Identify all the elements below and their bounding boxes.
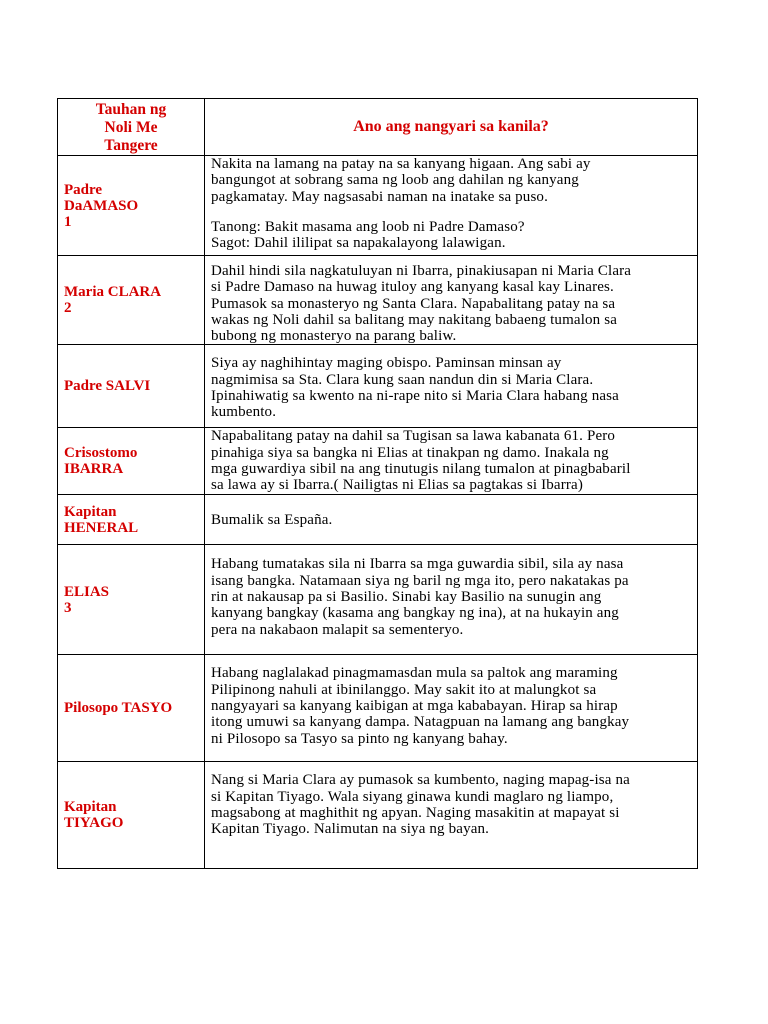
table-row xyxy=(58,762,698,869)
fate-line: Habang tumatakas sila ni Ibarra sa mga guwardia sibil, sila ay nasa xyxy=(211,556,624,573)
table-row xyxy=(58,495,698,545)
fate-line: nangyayari sa kanyang kaibigan at mga kababayan. Hirap sa hirap xyxy=(211,698,618,715)
fate-line: pera na nakabaon malapit sa sementeryo. xyxy=(211,621,464,638)
fate-line: si Kapitan Tiyago. Wala siyang ginawa kundi maglaro ng liampo, xyxy=(211,788,614,805)
table-header-row xyxy=(58,99,698,156)
name-line: Pilosopo TASYO xyxy=(64,700,173,717)
fate-line: pagkamatay. May nagsasabi naman na inatake sa puso. xyxy=(211,188,548,205)
character-name xyxy=(58,655,205,762)
document-page xyxy=(57,98,697,869)
fate-line: Bumalik sa España. xyxy=(211,511,333,528)
fate-line: Pumasok sa monasteryo ng Santa Clara. Napabalitang patay na sa xyxy=(211,295,616,312)
fate-line: ni Pilosopo sa Tasyo sa pinto ng kanyang bahay. xyxy=(211,730,508,747)
characters-table xyxy=(57,98,698,869)
name-line: Padre xyxy=(64,181,103,198)
fate-line: kumbento. xyxy=(211,404,277,421)
fate-line: Ipinahiwatig sa kwento na ni-rape nito si Maria Clara habang nasa xyxy=(211,388,619,405)
table-row xyxy=(58,256,698,345)
character-name xyxy=(58,428,205,495)
name-line: Kapitan xyxy=(64,799,117,816)
header-fate-column: Ano ang nangyari sa kanila? xyxy=(205,99,698,156)
header-line: Tangere xyxy=(104,137,158,154)
name-line: 1 xyxy=(64,213,72,230)
character-name xyxy=(58,762,205,869)
character-fate xyxy=(205,256,698,345)
fate-line: Habang naglalakad pinagmamasdan mula sa paltok ang maraming xyxy=(211,665,618,682)
character-fate xyxy=(205,156,698,256)
character-fate xyxy=(205,428,698,495)
character-name xyxy=(58,345,205,428)
fate-line: Pilipinong nahuli at ibinilanggo. May sakit ito at malungkot sa xyxy=(211,681,597,698)
name-line: HENERAL xyxy=(64,519,139,536)
fate-line: Siya ay naghihintay maging obispo. Paminsan minsan ay xyxy=(211,355,562,372)
fate-line: magsabong at maghithit ng apyan. Naging masakitin at mapayat si xyxy=(211,805,620,822)
table-row xyxy=(58,345,698,428)
fate-line: Napabalitang patay na dahil sa Tugisan sa lawa kabanata 61. Pero xyxy=(211,428,616,445)
name-line: Maria CLARA xyxy=(64,284,162,301)
character-name xyxy=(58,256,205,345)
fate-line: itong umuwi sa kanyang dampa. Natagpuan na lamang ang bangkay xyxy=(211,714,630,731)
fate-line: Sagot: Dahil ililipat sa napakalayong lalawigan. xyxy=(211,235,506,252)
fate-line: Kapitan Tiyago. Nalimutan na siya ng bayan. xyxy=(211,821,490,838)
fate-line: isang bangka. Natamaan siya ng baril ng mga ito, pero nakatakas pa xyxy=(211,572,629,589)
fate-line: pinahiga siya sa bangka ni Elias at tinakpan ng damo. Inakala ng xyxy=(211,444,609,461)
character-fate xyxy=(205,545,698,655)
fate-line: si Padre Damaso na huwag ituloy ang kanyang kasal kay Linares. xyxy=(211,279,614,296)
fate-line: Dahil hindi sila nagkatuluyan ni Ibarra, pinakiusapan ni Maria Clara xyxy=(211,263,632,279)
fate-line: bubong ng monasteryo na parang baliw. xyxy=(211,328,457,345)
paragraph-gap xyxy=(211,205,691,219)
fate-line: nagmimisa sa Sta. Clara kung saan nandun din si Maria Clara. xyxy=(211,371,594,388)
fate-line: kanyang bangkay (kasama ang bangkay ng ina), at na hukayin ang xyxy=(211,605,619,622)
fate-line: Nang si Maria Clara ay pumasok sa kumbento, naging mapag-isa na xyxy=(211,772,630,789)
character-name xyxy=(58,495,205,545)
fate-line: Tanong: Bakit masama ang loob ni Padre Damaso? xyxy=(211,218,525,235)
name-line: IBARRA xyxy=(64,461,124,478)
name-line: TIYAGO xyxy=(64,815,124,832)
character-fate xyxy=(205,762,698,869)
fate-line: sa lawa ay si Ibarra.( Nailigtas ni Elias sa pagtakas si Ibarra) xyxy=(211,477,583,494)
name-line: DaAMASO xyxy=(64,197,139,214)
header-character-column xyxy=(58,99,205,156)
header-line: Tauhan ng xyxy=(95,101,167,118)
table-row xyxy=(58,545,698,655)
fate-line: wakas ng Noli dahil sa balitang may nakitang babaeng tumalon sa xyxy=(211,311,618,328)
name-line: ELIAS xyxy=(64,583,110,600)
fate-line: mga guwardiya sibil na ang tinutugis nilang tumalon at pinagbabaril xyxy=(211,461,631,478)
table-row xyxy=(58,655,698,762)
character-fate xyxy=(205,655,698,762)
table-row xyxy=(58,428,698,495)
character-fate xyxy=(205,345,698,428)
fate-line: Nakita na lamang na patay na sa kanyang higaan. Ang sabi ay xyxy=(211,156,591,172)
table-row xyxy=(58,156,698,256)
fate-line: rin at nakausap pa si Basilio. Sinabi kay Basilio na sunugin ang xyxy=(211,589,602,606)
character-name xyxy=(58,545,205,655)
name-line: 3 xyxy=(64,599,72,616)
name-line: 2 xyxy=(64,300,72,317)
name-line: Kapitan xyxy=(64,503,117,520)
character-name xyxy=(58,156,205,256)
name-line: Crisostomo xyxy=(64,445,138,462)
character-fate xyxy=(205,495,698,545)
header-line: Noli Me xyxy=(104,119,158,136)
fate-line: bangungot at sobrang sama ng loob ang dahilan ng kanyang xyxy=(211,172,579,189)
name-line: Padre SALVI xyxy=(64,378,151,395)
